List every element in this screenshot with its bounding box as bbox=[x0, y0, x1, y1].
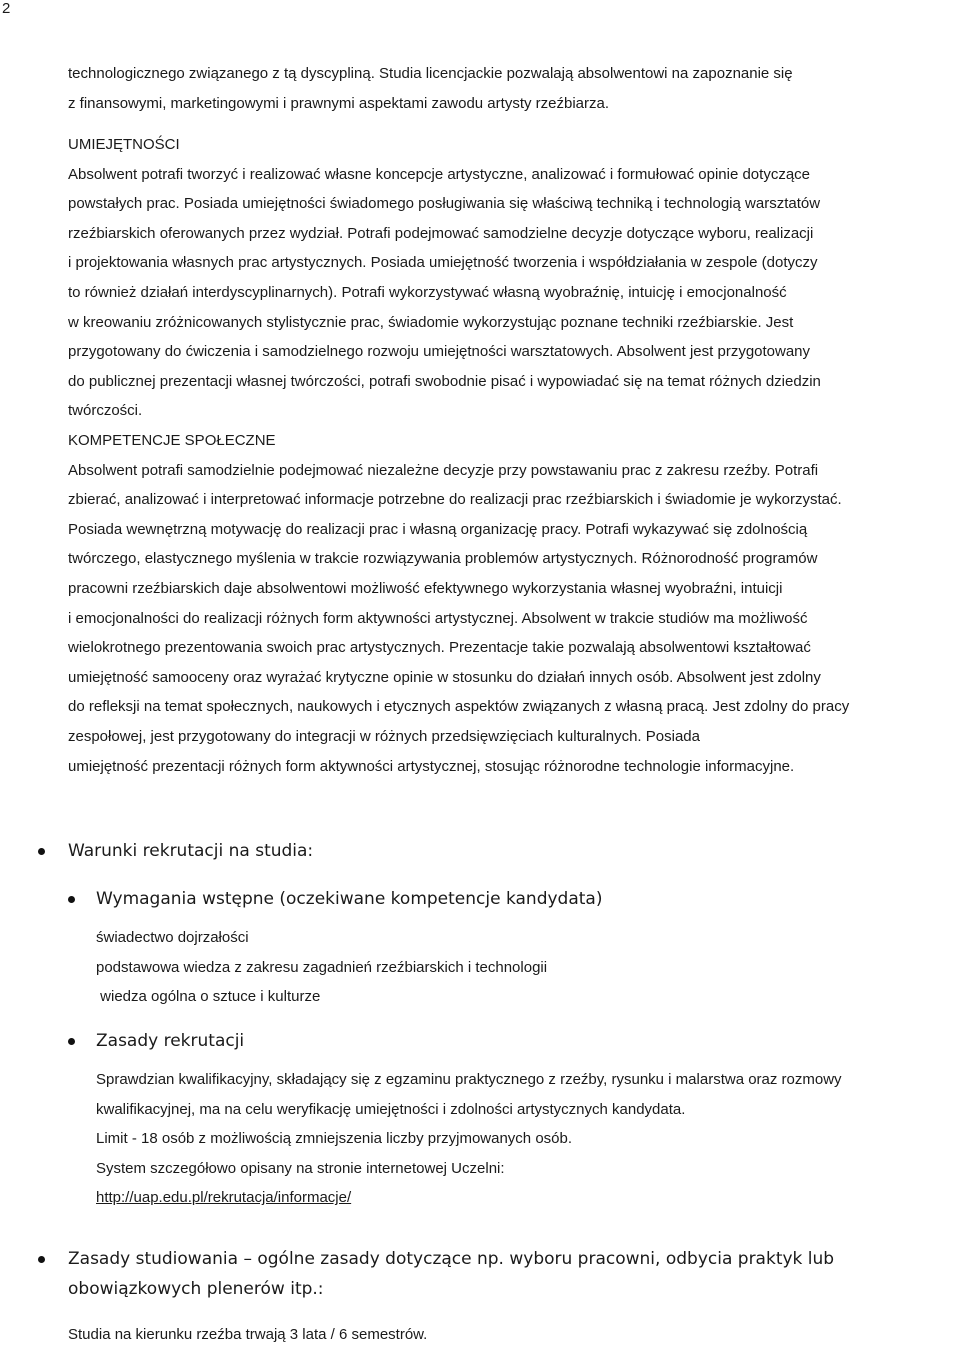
intro-paragraph bbox=[68, 59, 960, 118]
skills-line: Absolwent potrafi tworzyć i realizować własne koncepcje artystyczne, analizować i formułować opinie dotyczące bbox=[68, 165, 811, 183]
study-rules-heading-line: Zasady studiowania – ogólne zasady dotyczące np. wyboru pracowni, odbycia praktyk lub bbox=[68, 1249, 835, 1269]
study-rules-text: Studia na kierunku rzeźba trwają 3 lata / 6 semestrów. bbox=[68, 1326, 428, 1343]
skills-line: przygotowany do ćwiczenia i samodzielnego rozwoju umiejętności warsztatowych. Absolwent jest przygotowany bbox=[68, 343, 811, 361]
rules-line: System szczegółowo opisany na stronie internetowej Uczelni: bbox=[96, 1159, 505, 1177]
intro-line: z finansowymi, marketingowymi i prawnymi aspektami zawodu artysty rzeźbiarza. bbox=[68, 94, 610, 112]
requirements-heading: Wymagania wstępne (oczekiwane kompetencje kandydata) bbox=[96, 889, 603, 909]
skills-line: do publicznej prezentacji własnej twórczości, potrafi swobodnie pisać i wypowiadać się na temat różnych dziedzin bbox=[68, 372, 821, 390]
study-rules-heading-line: obowiązkowych plenerów itp.: bbox=[68, 1279, 324, 1299]
skills-heading: UMIEJĘTNOŚCI bbox=[68, 136, 180, 153]
skills-line: w kreowaniu zróżnicowanych stylistycznie prac, świadomie wykorzystując poznane techniki rzeźbiarskie. Jest bbox=[68, 313, 794, 331]
rules-line: Sprawdzian kwalifikacyjny, składający się z egzaminu praktycznego z rzeźby, rysunku i malarstwa oraz rozmowy bbox=[96, 1071, 842, 1088]
social-line: wielokrotnego prezentowania swoich prac artystycznych. Prezentacje takie pozwalają absolwentowi kształtować bbox=[68, 639, 811, 657]
social-line: Posiada wewnętrzną motywację do realizacji prac i własną organizację pracy. Potrafi wykazywać się zdolnością bbox=[68, 520, 808, 538]
social-line: do refleksji na temat społecznych, naukowych i etycznych aspektów związanych z własną pracą. Jest zdolny do pracy bbox=[68, 698, 850, 716]
skills-line: twórczości. bbox=[68, 402, 143, 420]
bullet-icon bbox=[38, 848, 45, 855]
skills-line: i projektowania własnych prac artystycznych. Posiada umiejętność tworzenia i współdziałania w zespole (dotyczy bbox=[68, 254, 818, 272]
social-line: Absolwent potrafi samodzielnie podejmować niezależne decyzje przy powstawaniu prac z zakresu rzeźby. Potrafi bbox=[68, 461, 819, 479]
rules-paragraph bbox=[96, 1065, 956, 1213]
rules-line: kwalifikacyjnej, ma na celu weryfikację umiejętności i zdolności artystycznych kandydata. bbox=[96, 1100, 686, 1118]
skills-section bbox=[68, 130, 960, 426]
social-heading: KOMPETENCJE SPOŁECZNE bbox=[68, 432, 276, 449]
social-line: pracowni rzeźbiarskich daje absolwentowi możliwość efektywnego wykorzystania własnej wyobraźni, intuicji bbox=[68, 579, 783, 597]
rules-heading: Zasady rekrutacji bbox=[96, 1031, 245, 1051]
requirements-list bbox=[96, 923, 956, 1012]
skills-line: rzeźbiarskich oferowanych przez wydział. Potrafi podejmować samodzielne decyzje dotyczące wyboru, realizacji bbox=[68, 224, 814, 242]
page-number: 2 bbox=[2, 0, 11, 17]
social-line: umiejętność samooceny oraz wyrażać krytyczne opinie w stosunku do działań innych osób. Absolwent jest zdolny bbox=[68, 668, 821, 686]
social-line: twórczego, elastycznego myślenia w trakcie rozwiązywania problemów artystycznych. Różnorodność programów bbox=[68, 550, 818, 568]
skills-line: powstałych prac. Posiada umiejętności świadomego posługiwania się właściwą techniką i technologią warsztatów bbox=[68, 195, 821, 213]
rules-line: Limit - 18 osób z możliwością zmniejszenia liczby przyjmowanych osób. bbox=[96, 1130, 573, 1148]
study-rules-heading bbox=[68, 1244, 834, 1304]
skills-line: to również działań interdyscyplinarnych). Potrafi wykorzystywać własną wyobraźnię, intuicję i emocjonalność bbox=[68, 283, 787, 301]
social-line: i emocjonalności do realizacji różnych form aktywności artystycznej. Absolwent w trakcie studiów ma możliwość bbox=[68, 609, 808, 627]
requirement-item: podstawowa wiedza z zakresu zagadnień rzeźbiarskich i technologii bbox=[96, 958, 548, 976]
requirement-item: wiedza ogólna o sztuce i kulturze bbox=[96, 988, 321, 1006]
requirement-item: świadectwo dojrzałości bbox=[96, 929, 249, 946]
social-line: zespołowej, jest przygotowany do integracji w różnych przedsięwzięciach kulturalnych. Posiada bbox=[68, 727, 700, 745]
bullet-icon bbox=[68, 1038, 75, 1045]
social-section bbox=[68, 426, 960, 781]
intro-line: technologicznego związanego z tą dyscypliną. Studia licencjackie pozwalają absolwentowi na zapoznanie się bbox=[68, 65, 793, 82]
bullet-icon bbox=[68, 896, 75, 903]
social-line: zbierać, analizować i interpretować informacje potrzebne do realizacji prac rzeźbiarskich i świadomie je wykorzystać. bbox=[68, 491, 842, 509]
social-line: umiejętność prezentacji różnych form aktywności artystycznej, stosując różnorodne technologie informacyjne. bbox=[68, 757, 795, 775]
recruitment-info-link[interactable]: http://uap.edu.pl/rekrutacja/informacje/ bbox=[96, 1189, 352, 1207]
recruitment-heading: Warunki rekrutacji na studia: bbox=[68, 841, 314, 861]
bullet-icon bbox=[38, 1256, 45, 1263]
